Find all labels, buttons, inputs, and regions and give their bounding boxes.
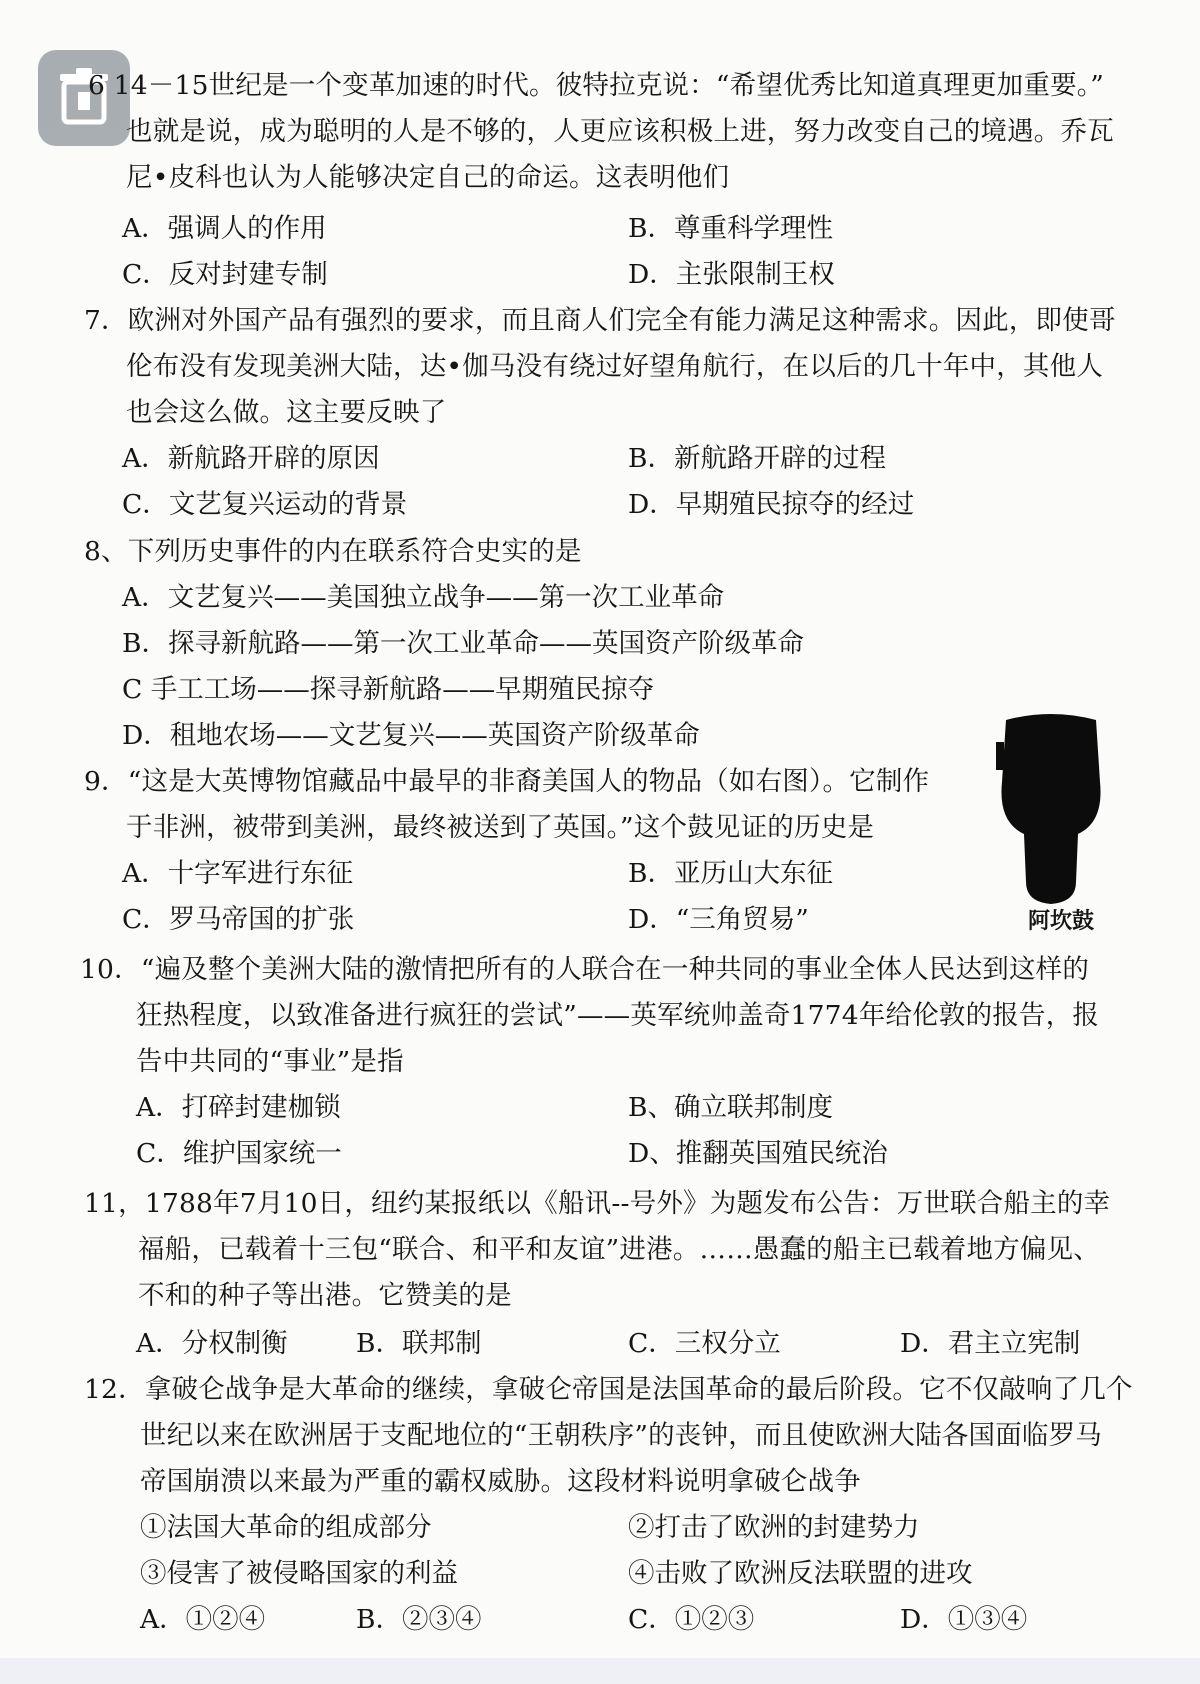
question-11-option-c: C．三权分立: [628, 1328, 781, 1359]
question-6-option-c: C．反对封建专制: [122, 259, 328, 290]
question-9-line-1: 9．“这是大英博物馆藏品中最早的非裔美国人的物品（如右图）。它制作: [84, 766, 930, 797]
question-12-statement-1: ①法国大革命的组成部分: [140, 1512, 432, 1543]
question-6-option-d: D．主张限制王权: [628, 259, 835, 290]
drum-caption: 阿坎鼓: [1028, 909, 1095, 934]
question-11-option-a: A．分权制衡: [136, 1328, 288, 1359]
question-12-line-1: 12．拿破仑战争是大革命的继续，拿破仑帝国是法国革命的最后阶段。它不仅敲响了几个: [84, 1374, 1133, 1405]
question-9-option-a: A．十字军进行东征: [122, 858, 354, 889]
question-11-option-b: B．联邦制: [356, 1328, 482, 1359]
question-12-line-3: 帝国崩溃以来最为严重的霸权威胁。这段材料说明拿破仑战争: [140, 1466, 861, 1497]
question-7-line-1: 7．欧洲对外国产品有强烈的要求，而且商人们完全有能力满足这种需求。因此，即使哥: [84, 305, 1116, 336]
question-10-line-2: 狂热程度，以致准备进行疯狂的尝试”——英军统帅盖奇1774年给伦敦的报告，报: [136, 1000, 1100, 1031]
question-10-line-1: 10．“遍及整个美洲大陆的激情把所有的人联合在一种共同的事业全体人民达到这样的: [80, 954, 1090, 985]
question-12-option-d: D．①③④: [900, 1604, 1028, 1635]
question-7-option-c: C．文艺复兴运动的背景: [122, 489, 408, 520]
question-11-option-d: D．君主立宪制: [900, 1328, 1081, 1359]
question-10-option-a: A．打碎封建枷锁: [136, 1092, 341, 1123]
question-9-option-c: C．罗马帝国的扩张: [122, 904, 355, 935]
question-7-option-d: D．早期殖民掠夺的经过: [628, 489, 915, 520]
question-12-option-a: A．①②④: [140, 1604, 266, 1635]
question-12-option-c: C．①②③: [628, 1604, 755, 1635]
question-7-line-3: 也会这么做。这主要反映了: [126, 397, 447, 428]
question-9-option-d: D．“三角贸易”: [628, 904, 809, 935]
question-12-line-2: 世纪以来在欧洲居于支配地位的“王朝秩序”的丧钟，而且使欧洲大陆各国面临罗马: [140, 1420, 1102, 1451]
question-10-option-c: C．维护国家统一: [136, 1138, 342, 1169]
bottom-strip: [0, 1658, 1200, 1684]
question-11-line-2: 福船，已载着十三包“联合、和平和友谊”进港。……愚蠢的船主已载着地方偏见、: [138, 1234, 1100, 1265]
question-8-option-c: C 手工工场——探寻新航路——早期殖民掠夺: [122, 674, 655, 705]
question-6-option-b: B．尊重科学理性: [628, 213, 833, 244]
question-9-line-2: 于非洲，被带到美洲，最终被送到了英国。”这个鼓见证的历史是: [126, 812, 875, 843]
question-6-option-a: A．强调人的作用: [122, 213, 327, 244]
question-10-line-3: 告中共同的“事业”是指: [136, 1046, 404, 1077]
question-11-line-1: 11，1788年7月10日，纽约某报纸以《船讯--号外》为题发布公告：万世联合船主的幸: [84, 1188, 1111, 1219]
question-12-option-b: B．②③④: [356, 1604, 482, 1635]
question-6-line-2: 也就是说，成为聪明的人是不够的，人更应该积极上进，努力改变自己的境遇。乔瓦: [126, 116, 1114, 147]
question-8-option-d: D．租地农场——文艺复兴——英国资产阶级革命: [122, 720, 700, 751]
question-6-line-3: 尼•皮科也认为人能够决定自己的命运。这表明他们: [126, 162, 730, 193]
question-7-line-2: 伦布没有发现美洲大陆，达•伽马没有绕过好望角航行，在以后的几十年中，其他人: [126, 351, 1104, 382]
question-10-option-d: D、推翻英国殖民统治: [628, 1138, 888, 1169]
question-8-option-a: A．文艺复兴——美国独立战争——第一次工业革命: [122, 582, 725, 613]
question-7-option-a: A．新航路开辟的原因: [122, 443, 380, 474]
question-7-option-b: B．新航路开辟的过程: [628, 443, 886, 474]
akan-drum-image: [996, 712, 1106, 908]
question-8-option-b: B．探寻新航路——第一次工业革命——英国资产阶级革命: [122, 628, 804, 659]
question-8-line-1: 8、下列历史事件的内在联系符合史实的是: [84, 536, 582, 567]
question-10-option-b: B、确立联邦制度: [628, 1092, 833, 1123]
question-12-statement-4: ④击败了欧洲反法联盟的进攻: [628, 1558, 973, 1589]
question-12-statement-3: ③侵害了被侵略国家的利益: [140, 1558, 458, 1589]
question-11-line-3: 不和的种子等出港。它赞美的是: [138, 1280, 512, 1311]
question-6-line-1: 6 14－15世纪是一个变革加速的时代。彼特拉克说：“希望优秀比知道真理更加重要。”: [88, 70, 1104, 101]
question-12-statement-2: ②打击了欧洲的封建势力: [628, 1512, 920, 1543]
question-9-option-b: B．亚历山大东征: [628, 858, 833, 889]
